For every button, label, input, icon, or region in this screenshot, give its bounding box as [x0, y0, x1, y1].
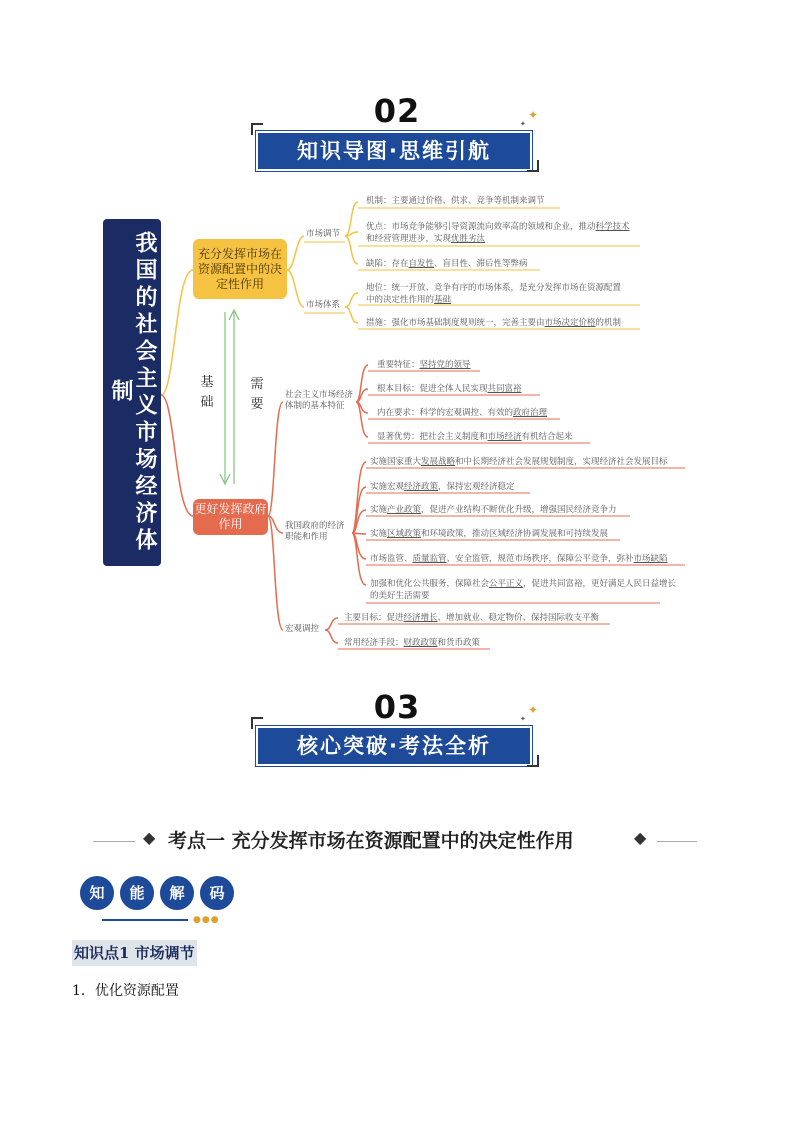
- node-market-system: 市场体系: [306, 300, 341, 310]
- section-number: 03: [373, 688, 421, 726]
- leaf-gov-6: 加强和优化公共服务，保障社会公平正义，促进共同富裕，更好满足人民日益增长的美好生活需要: [370, 579, 677, 601]
- mindmap-root: [103, 219, 161, 566]
- sparkle-icon: ✦: [520, 120, 526, 128]
- leaf-macro-means: 常用经济手段：财政政策和货币政策: [344, 638, 481, 648]
- sparkle-icon: ✦: [528, 108, 539, 122]
- sparkle-icon: ✦: [528, 703, 539, 717]
- diamond-icon: ◆: [143, 828, 156, 847]
- leaf-feature-2: 根本目标：促进全体人民实现共同富裕: [377, 384, 522, 394]
- leaf-feature-3: 内在要求：科学的宏观调控、有效的政府治理: [377, 408, 548, 418]
- node-macro-control: 宏观调控: [285, 624, 320, 634]
- leaf-gov-3: 实施产业政策，促进产业结构不断优化升级，增强国民经济竞争力: [370, 505, 617, 515]
- sparkle-icon: ✦: [520, 715, 526, 723]
- bracket-corner: [527, 755, 539, 767]
- badge-underline: [102, 919, 188, 921]
- badge-ma: 码: [200, 876, 234, 910]
- leaf-gov-4: 实施区域政策和环境政策，推动区域经济协调发展和可持续发展: [370, 529, 609, 539]
- paragraph-heading: 1．优化资源配置: [72, 983, 179, 999]
- branch-market: 充分发挥市场在资源配置中的决定性作用: [193, 239, 287, 299]
- dots-icon: ●●●: [193, 915, 220, 925]
- leaf-advantage: 优点：市场竞争能够引导资源流向效率高的领域和企业，推动科学技术 和经营管理进步，实现优胜劣汰: [366, 222, 630, 244]
- leaf-defect: 缺陷：存在自发性、盲目性、滞后性等弊病: [366, 259, 528, 269]
- leaf-macro-goal: 主要目标：促进经济增长、增加就业、稳定物价、保持国际收支平衡: [344, 613, 600, 623]
- divider-line: [93, 841, 135, 842]
- link-label-need: 需要: [250, 377, 264, 412]
- leaf-gov-2: 实施宏观经济政策，保持宏观经济稳定: [370, 482, 515, 492]
- diamond-icon: ◆: [634, 828, 647, 847]
- section-number: 02: [373, 92, 421, 130]
- badge-jie: 解: [160, 876, 194, 910]
- badge-zhi: 知: [80, 876, 114, 910]
- leaf-feature-4: 显著优势：把社会主义制度和市场经济有机结合起来: [377, 432, 573, 442]
- leaf-gov-5: 市场监管、质量监管、安全监管，规范市场秩序，保障公平竞争，弥补市场缺陷: [370, 554, 668, 564]
- section-banner: 核心突破·考法全析: [258, 728, 530, 764]
- divider-line: [657, 841, 697, 842]
- leaf-feature-1: 重要特征：坚持党的领导: [377, 360, 471, 370]
- leaf-status: 地位：统一开放、竞争有序的市场体系，是充分发挥市场在资源配置 中的决定性作用的基础: [366, 283, 622, 305]
- node-basic-features: 社会主义市场经济体制的基本特征: [285, 390, 354, 411]
- leaf-mechanism: 机制：主要通过价格、供求、竞争等机制来调节: [366, 196, 545, 206]
- kaodian-title: 考点一 充分发挥市场在资源配置中的决定性作用: [168, 830, 574, 852]
- leaf-measure: 措施：强化市场基础制度规则统一，完善主要由市场决定价格的机制: [366, 318, 622, 328]
- branch-government: 更好发挥政府作用: [193, 499, 268, 535]
- section-banner: 知识导图·思维引航: [258, 133, 530, 169]
- leaf-gov-1: 实施国家重大发展战略和中长期经济社会发展规划制度，实现经济社会发展目标: [370, 457, 668, 467]
- root-label: 我国的社会主义市场经济体制: [108, 230, 157, 555]
- link-label-basis: 基础: [200, 375, 214, 410]
- node-market-regulation: 市场调节: [306, 229, 341, 239]
- knowledge-point-title: 知识点1 市场调节: [72, 940, 197, 966]
- badge-neng: 能: [120, 876, 154, 910]
- node-gov-functions: 我国政府的经济职能和作用: [285, 521, 345, 542]
